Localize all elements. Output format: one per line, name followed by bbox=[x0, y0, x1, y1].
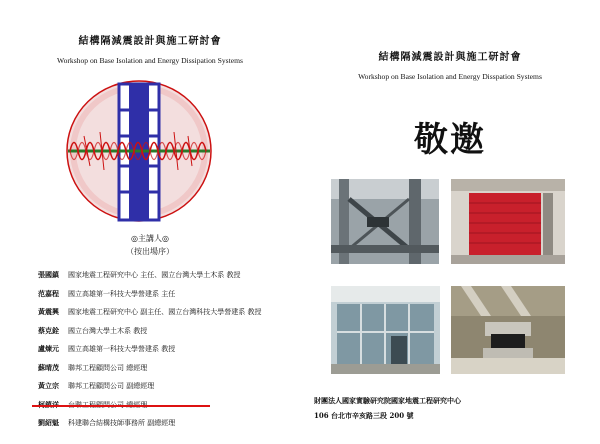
speaker-name: 范嘉程 bbox=[38, 288, 59, 298]
speaker-name: 盧煉元 bbox=[38, 344, 59, 354]
right-title-en: Workshop on Base Isolation and Energy Disspation Systems bbox=[358, 72, 542, 81]
speaker-name: 劉紹魁 bbox=[38, 418, 59, 428]
speaker-row bbox=[38, 322, 288, 341]
speaker-name: 黃震興 bbox=[38, 307, 59, 317]
speaker-title: 國立高雄第一科技大學營建系 教授 bbox=[68, 345, 176, 354]
speaker-row bbox=[38, 377, 288, 396]
organizer-address-line1: 財團法人國家實驗研究院國家地震工程研究中心 bbox=[314, 396, 461, 405]
speaker-title: 國家地震工程研究中心 副主任、國立台灣科技大學營建系 教授 bbox=[68, 308, 262, 317]
photo-red-damper-wall bbox=[451, 179, 565, 264]
right-page bbox=[300, 0, 600, 444]
host-note: （按出場序） bbox=[126, 247, 174, 256]
photo-steel-damper-frame bbox=[331, 179, 439, 264]
speaker-name: 張國鎮 bbox=[38, 270, 59, 280]
speaker-title: 國立高雄第一科技大學營建系 主任 bbox=[68, 289, 176, 298]
speaker-row bbox=[38, 414, 288, 433]
speaker-title: 聯邦工程顧問公司 副總經理 bbox=[68, 382, 155, 391]
speaker-row bbox=[38, 266, 288, 285]
organizer-address-line2: 106 台北市辛亥路三段 200 號 bbox=[314, 411, 414, 420]
speaker-title: 聯邦工程顧問公司 總經理 bbox=[68, 363, 148, 372]
host-label: ◎主講人◎ bbox=[131, 234, 169, 243]
speaker-title: 科建聯合結構技師事務所 副總經理 bbox=[68, 419, 176, 428]
speaker-title: 國家地震工程研究中心 主任、國立台灣大學土木系 教授 bbox=[68, 271, 241, 280]
speaker-title: 國立台灣大學土木系 教授 bbox=[68, 326, 148, 335]
speaker-row bbox=[38, 285, 288, 304]
red-underline bbox=[32, 405, 210, 407]
speaker-name: 蘇晴茂 bbox=[38, 362, 59, 372]
left-title-en: Workshop on Base Isolation and Energy Dissipation Systems bbox=[57, 56, 243, 65]
photo-isolation-bearing bbox=[451, 286, 565, 374]
speaker-name: 蔡克銓 bbox=[38, 325, 59, 335]
workshop-logo bbox=[64, 76, 214, 226]
speaker-row bbox=[38, 359, 288, 378]
photo-glass-facade bbox=[331, 286, 440, 374]
speaker-list bbox=[38, 266, 288, 433]
invitation-heading: 敬邀 bbox=[414, 120, 486, 160]
right-title-zh: 結構隔減震設計與施工研討會 bbox=[378, 52, 522, 63]
left-title-zh: 結構隔減震設計與施工研討會 bbox=[78, 36, 222, 47]
speaker-row bbox=[38, 340, 288, 359]
speaker-row bbox=[38, 303, 288, 322]
speaker-name: 黃立宗 bbox=[38, 381, 59, 391]
